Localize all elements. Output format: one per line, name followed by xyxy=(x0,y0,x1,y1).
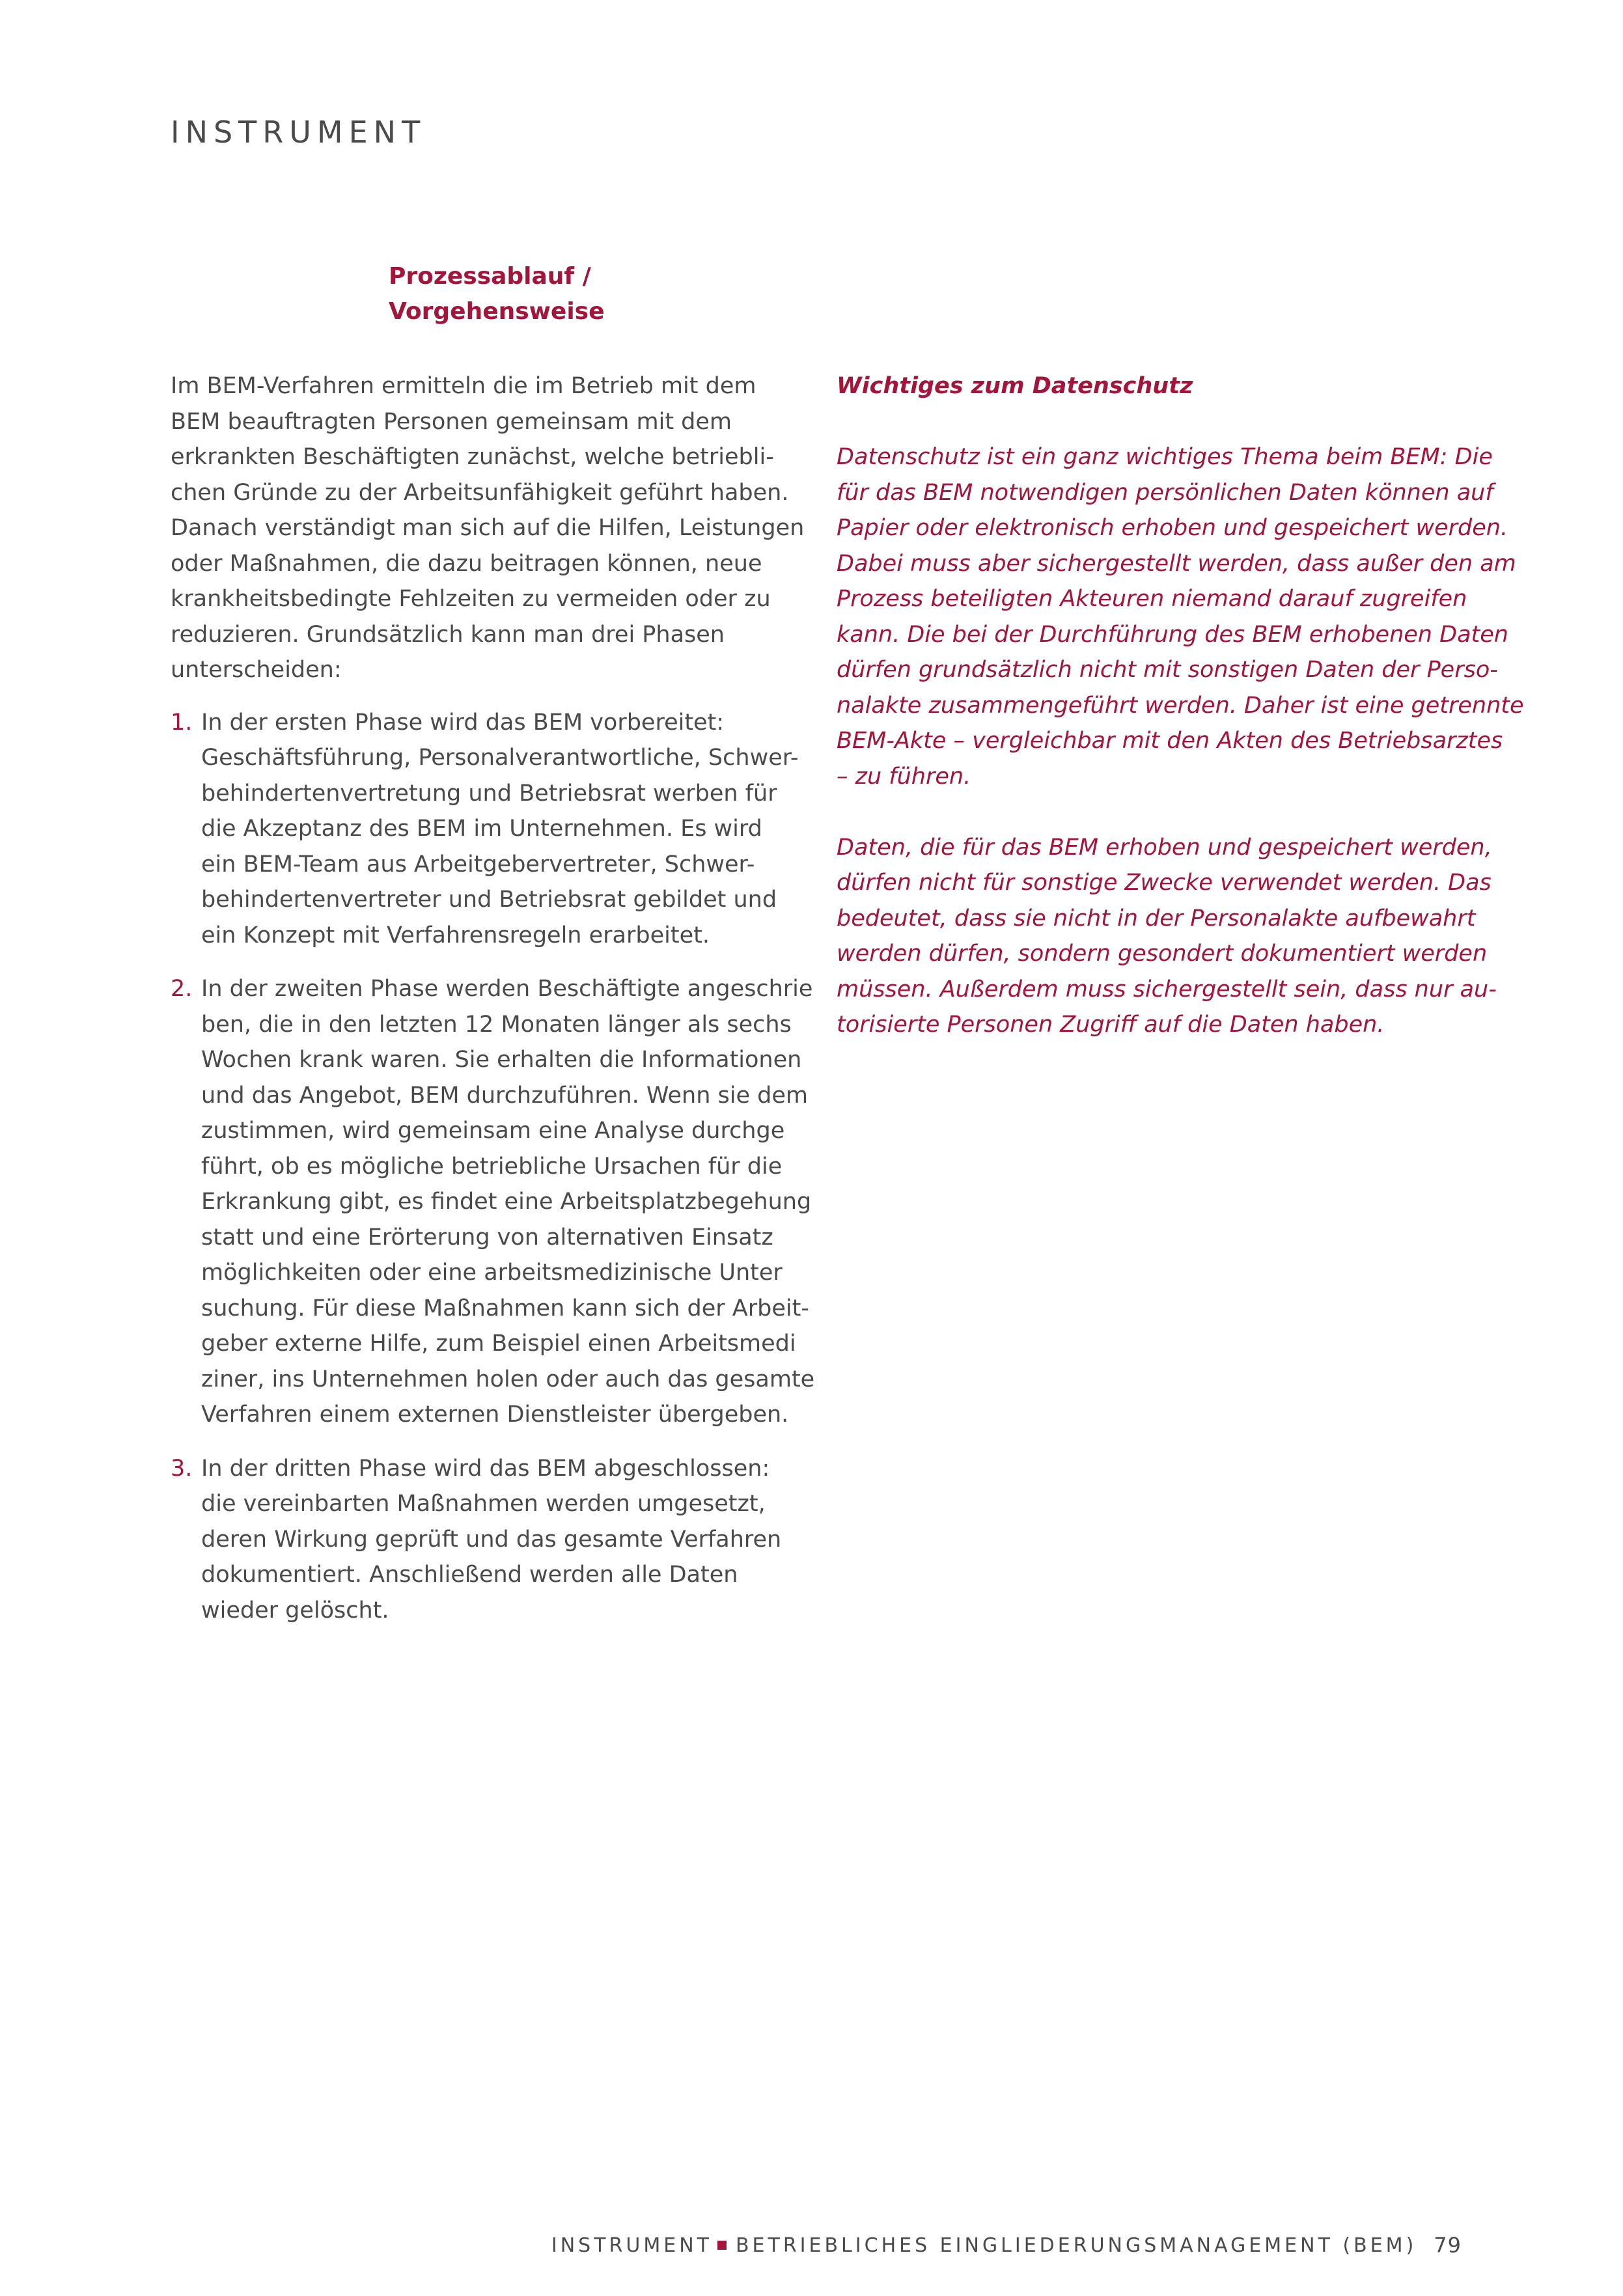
text-line: ziner, ins Unternehmen holen oder auch das gesamte xyxy=(201,1366,815,1392)
text-line: Papier oder elektronisch erhoben und gespeichert werden. xyxy=(837,515,1508,541)
text-line: behindertenvertreter und Betriebsrat gebildet und xyxy=(201,887,777,913)
text-line: Prozess beteiligten Akteuren niemand darauf zugreifen xyxy=(837,586,1467,612)
text-line: ben, die in den letzten 12 Monaten länger als sechs xyxy=(201,1011,792,1038)
text-line: Wochen krank waren. Sie erhalten die Informationen xyxy=(201,1047,802,1073)
page-number: 79 xyxy=(1434,2233,1462,2258)
phase-item xyxy=(171,1451,809,1629)
text-line: oder Maßnahmen, die dazu beitragen können, neue xyxy=(171,550,762,577)
text-line: geber externe Hilfe, zum Beispiel einen Arbeitsmedi xyxy=(201,1331,796,1357)
text-line: In der dritten Phase wird das BEM abgeschlossen: xyxy=(201,1455,770,1482)
text-line: und das Angebot, BEM durchzuführen. Wenn sie dem xyxy=(201,1082,808,1109)
text-line: Im BEM-Verfahren ermitteln die im Betrieb mit dem xyxy=(171,373,756,399)
phase-item xyxy=(171,971,815,1433)
text-line: deren Wirkung geprüft und das gesamte Verfahren xyxy=(201,1526,782,1553)
text-line: wieder gelöscht. xyxy=(201,1597,389,1624)
text-line: BEM-Akte – vergleichbar mit den Akten des Betriebsarztes xyxy=(837,728,1503,754)
section-heading xyxy=(389,259,727,329)
text-line: Geschäftsführung, Personalverantwortliche, Schwer- xyxy=(201,745,799,771)
text-line: Datenschutz ist ein ganz wichtiges Thema beim BEM: Die xyxy=(837,444,1493,470)
text-line: Verfahren einem externen Dienstleister übergeben. xyxy=(201,1402,789,1428)
text-line: bedeutet, dass sie nicht in der Personalakte aufbewahrt xyxy=(837,905,1476,932)
text-line: chen Gründe zu der Arbeitsunfähigkeit geführt haben. xyxy=(171,479,789,506)
text-line: nalakte zusammengeführt werden. Daher ist eine getrennte xyxy=(837,692,1524,719)
text-line: müssen. Außerdem muss sichergestellt sein, dass nur au- xyxy=(837,976,1497,1003)
text-line: Dabei muss aber sichergestellt werden, dass außer den am xyxy=(837,550,1516,577)
text-line: ein BEM-Team aus Arbeitgebervertreter, Schwer- xyxy=(201,851,755,878)
text-line: möglichkeiten oder eine arbeitsmedizinische Unter xyxy=(201,1260,783,1286)
text-line: werden dürfen, sondern gesondert dokumentiert werden xyxy=(837,941,1488,967)
text-line: dokumentiert. Anschließend werden alle Daten xyxy=(201,1562,738,1588)
text-line: In der ersten Phase wird das BEM vorbereitet: xyxy=(201,709,725,736)
section-heading-line: Prozessablauf / xyxy=(389,263,591,290)
text-line: torisierte Personen Zugriff auf die Daten haben. xyxy=(837,1012,1385,1038)
square-bullet-icon xyxy=(717,2241,727,2250)
text-line: reduzieren. Grundsätzlich kann man drei Phasen xyxy=(171,621,725,648)
footer-document-title: BETRIEBLICHES EINGLIEDERUNGSMANAGEMENT (BEM) xyxy=(735,2234,1417,2257)
main-text-column xyxy=(171,368,815,1646)
phase-number: 2. xyxy=(171,976,193,1002)
text-line: behindertenvertretung und Betriebsrat werben für xyxy=(201,780,777,807)
text-line: Daten, die für das BEM erhoben und gespeichert werden, xyxy=(837,834,1492,861)
page-footer xyxy=(551,2233,1462,2258)
phase-number: 3. xyxy=(171,1455,193,1482)
datenschutz-paragraph xyxy=(837,830,1497,1043)
phase-number: 1. xyxy=(171,709,193,736)
section-heading-line: Vorgehensweise xyxy=(389,298,605,325)
text-line: Erkrankung gibt, es findet eine Arbeitsplatzbegehung xyxy=(201,1189,812,1215)
text-line: suchung. Für diese Maßnahmen kann sich der Arbeit- xyxy=(201,1295,809,1321)
running-header: INSTRUMENT xyxy=(171,115,426,150)
datenschutz-sidebar xyxy=(837,368,1524,1078)
datenschutz-paragraph xyxy=(837,439,1524,794)
text-line: unterscheiden: xyxy=(171,657,342,683)
footer-section-label: INSTRUMENT xyxy=(551,2234,712,2257)
text-line: für das BEM notwendigen persönlichen Daten können auf xyxy=(837,479,1493,506)
text-line: erkrankten Beschäftigten zunächst, welche betriebli- xyxy=(171,444,774,470)
text-line: zustimmen, wird gemeinsam eine Analyse durchge xyxy=(201,1118,785,1144)
datenschutz-title: Wichtiges zum Datenschutz xyxy=(837,373,1193,399)
text-line: Danach verständigt man sich auf die Hilfen, Leistungen xyxy=(171,515,805,541)
text-line: dürfen grundsätzlich nicht mit sonstigen Daten der Perso- xyxy=(837,657,1498,683)
text-line: dürfen nicht für sonstige Zwecke verwendet werden. Das xyxy=(837,870,1491,896)
text-line: – zu führen. xyxy=(837,763,971,790)
text-line: kann. Die bei der Durchführung des BEM erhobenen Daten xyxy=(837,621,1508,648)
text-line: BEM beauftragten Personen gemeinsam mit dem xyxy=(171,408,732,435)
text-line: die vereinbarten Maßnahmen werden umgesetzt, xyxy=(201,1491,766,1517)
text-line: In der zweiten Phase werden Beschäftigte angeschrie xyxy=(201,976,813,1002)
text-line: die Akzeptanz des BEM im Unternehmen. Es wird xyxy=(201,816,762,842)
intro-paragraph xyxy=(171,368,809,688)
text-line: ein Konzept mit Verfahrensregeln erarbeitet. xyxy=(201,922,710,948)
text-line: krankheitsbedingte Fehlzeiten zu vermeiden oder zu xyxy=(171,586,771,612)
text-line: führt, ob es mögliche betriebliche Ursachen für die xyxy=(201,1153,783,1180)
phase-list xyxy=(171,705,815,1629)
text-line: statt und eine Erörterung von alternativen Einsatz xyxy=(201,1224,773,1251)
phase-item xyxy=(171,705,809,954)
